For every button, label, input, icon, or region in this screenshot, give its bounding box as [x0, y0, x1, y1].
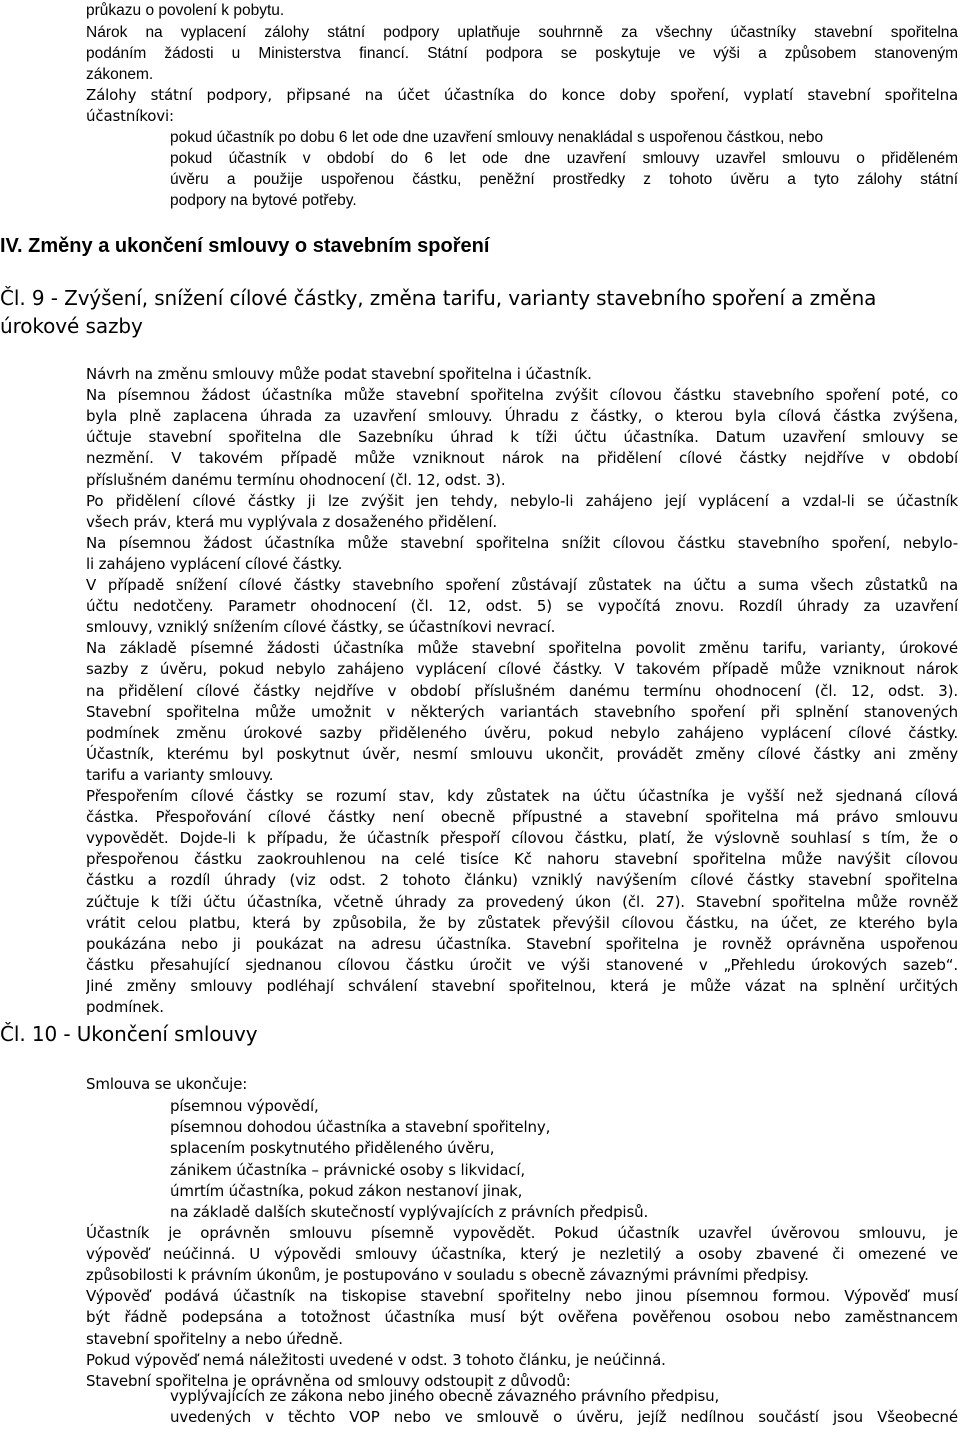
paragraph-line: Po přidělení cílové částky ji lze zvýšit jen tehdy, nebylo-li zahájeno její vyplácení a vzdal-li se účastník [86, 491, 958, 510]
list-item: vyplývajících ze zákona nebo jiného obecně závazného právního předpisu, [170, 1387, 720, 1405]
bullet-line: pokud účastník v období do 6 let ode dne uzavření smlouvy uzavřel smlouvu o přiděleném [170, 150, 958, 167]
article-title: úrokové sazby [0, 314, 143, 338]
paragraph-line: Stavební spořitelna může umožnit v některých variantách stavebního spoření při splnění stanovených [86, 702, 958, 721]
article-title: Čl. 9 - Zvýšení, snížení cílové částky, změna tarifu, varianty stavebního spoření a změna [0, 286, 877, 310]
list-item: úmrtím účastníka, pokud zákon nestanoví jinak, [170, 1181, 523, 1200]
article-title: Čl. 10 - Ukončení smlouvy [0, 1022, 258, 1046]
paragraph-line: podmínek. [86, 998, 164, 1016]
paragraph-line: poukázána nebo ji poukázat na adresu účastníka. Stavební spořitelna je rovněž oprávněna uspořenou [86, 934, 958, 953]
paragraph-line: účtuje stavební spořitelna dle Sazebníku úhrad k tíži účtu účastníka. Datum uzavření smlouvy se [86, 428, 958, 447]
paragraph-line: Nárok na vyplacení zálohy státní podpory uplatňuje souhrnně za všechny účastníky stavební spořitelna [86, 24, 958, 41]
list-item: splacením poskytnutého přiděleného úvěru, [170, 1139, 495, 1158]
paragraph-line: na přidělení cílové částky nejdříve v období příslušném danému termínu ohodnocení (čl. 12, odst. 3). [86, 681, 958, 700]
paragraph-line: Účastník, kterému byl poskytnut úvěr, nesmí smlouvu ukončit, provádět změny cílové částky ani změny [86, 744, 958, 763]
paragraph-line: Účastník je oprávněn smlouvu písemně vypovědět. Pokud účastník uzavřel úvěrovou smlouvu, je [86, 1224, 958, 1242]
list-item: uvedených v těchto VOP nebo ve smlouvě o úvěru, jejíž nedílnou součástí jsou Všeobecné [170, 1408, 958, 1427]
paragraph-line: výpověď neúčinná. U výpovědi smlouvy účastníka, který je nezletilý a osoby zbavené či omezené ve [86, 1245, 958, 1264]
paragraph-line: částku přesahující sjednanou cílovou částku úročit ve výši stanovené v „Přehledu úrokových sazeb“. [86, 955, 958, 974]
paragraph-line: částka. Přespořování cílové částky není obecně přípustné a stavební spořitelna má právo smlouvu [86, 808, 958, 827]
paragraph-line: podáním žádosti u Ministerstva financí. Státní podpora se poskytuje ve výši a způsobem stanoveným [86, 45, 958, 62]
paragraph-line: příslušném danému termínu ohodnocení (čl. 12, odst. 3). [86, 470, 506, 489]
paragraph-line: Přespořením cílové částky se rozumí stav, kdy zůstatek na účtu účastníka je vyšší než sjednaná cílová [86, 787, 958, 805]
paragraph-line: Výpověď podává účastník na tiskopise stavební spořitelny nebo jinou písemnou formou. Výpověď musí [86, 1287, 958, 1306]
paragraph-line: způsobilosti k právním úkonům, je postupováno v souladu s obecně závaznými právními předpisy. [86, 1266, 809, 1285]
paragraph-line: Stavební spořitelna je oprávněna od smlouvy odstoupit z důvodů: [86, 1371, 571, 1390]
paragraph-line: Na písemnou žádost účastníka může stavební spořitelna zvýšit cílovou částku stavebního spoření poté, co [86, 386, 958, 405]
paragraph-line: Na základě písemné žádosti účastníka může stavební spořitelna povolit změnu tarifu, varianty, úrokové [86, 639, 958, 658]
paragraph-line: vrátit celou platbu, která by způsobila, že by zůstatek převýšil cílovou částku, na účet, ze kterého byla [86, 913, 958, 932]
paragraph-line: účtu nedotčeny. Parametr ohodnocení (čl. 12, odst. 5) se vypočítá znovu. Rozdíl úhrady za uzavření [86, 597, 958, 616]
paragraph-line: podmínek změnu úrokové sazby přiděleného úvěru, pokud nebylo zahájeno vyplácení cílové částky. [86, 723, 958, 742]
paragraph-line: průkazu o povolení k pobytu. [86, 2, 285, 19]
section-title: IV. Změny a ukončení smlouvy o stavebním spoření [0, 235, 490, 257]
paragraph-line: Zálohy státní podpory, připsané na účet účastníka do konce doby spoření, vyplatí stavební spořitelna [86, 86, 958, 104]
paragraph-line: sazby z úvěru, pokud nebylo zahájeno vyplácení cílové částky. V takovém případě může vzniknout nárok [86, 660, 958, 679]
paragraph-line: Pokud výpověď nemá náležitosti uvedené v odst. 3 tohoto článku, je neúčinná. [86, 1350, 666, 1369]
paragraph-line: přespořenou částku zaokrouhlenou na celé tisíce Kč nahoru stavební spořitelna může navýšit cílovou [86, 850, 958, 869]
paragraph-line: všech práv, která mu vyplývala z dosaženého přidělení. [86, 512, 498, 531]
bullet-line: pokud účastník po dobu 6 let ode dne uzavření smlouvy nenakládal s uspořenou částkou, nebo [170, 129, 824, 146]
paragraph-line: byla plně zaplacena úhrada za uzavření smlouvy. Úhradu z částky, o kterou byla cílová částka zvýšena, [86, 407, 958, 426]
paragraph-line: vypovědět. Dojde-li k případu, že účastník přespoří cílovou částku, platí, že výslovně souhlasí s tím, že o [86, 829, 958, 848]
paragraph-line: částku a rozdíl úhrady (viz odst. 2 tohoto článku) vzniklý navýšením cílové částky stavební spořitelna [86, 871, 958, 890]
list-item: zánikem účastníka – právnické osoby s likvidací, [170, 1160, 525, 1179]
paragraph-line: li zahájeno vyplácení cílové částky. [86, 554, 343, 573]
paragraph-line: stavební spořitelny a nebo úředně. [86, 1329, 343, 1348]
bullet-line: úvěru a použije uspořenou částku, peněžní prostředky z tohoto úvěru a tyto zálohy státní [170, 171, 958, 188]
paragraph-line: Na písemnou žádost účastníka může stavební spořitelna snížit cílovou částku stavebního spoření, nebylo- [86, 533, 958, 552]
list-item: na základě dalších skutečností vyplývajících z právních předpisů. [170, 1203, 649, 1221]
list-item: písemnou dohodou účastníka a stavební spořitelny, [170, 1118, 551, 1137]
paragraph-line: účastníkovi: [86, 107, 174, 125]
bullet-line: podpory na bytové potřeby. [170, 192, 357, 209]
paragraph-line: zákonem. [86, 66, 154, 83]
paragraph-line: zúčtuje k tíži účtu účastníka, včetně úhrady za provedený úkon (čl. 27). Stavební spořitelna může rovněž [86, 892, 958, 911]
paragraph-line: Jiné změny smlouvy podléhají schválení stavební spořitelnou, která je může vázat na splnění určitých [86, 976, 958, 995]
list-item: písemnou výpovědí, [170, 1097, 319, 1115]
paragraph-line: V případě snížení cílové částky stavebního spoření zůstávají zůstatek na účtu a suma všech zůstatků na [86, 576, 958, 594]
paragraph-line: být řádně podepsána a totožnost účastníka musí být ověřena pověřenou osobou nebo zaměstnancem [86, 1308, 958, 1327]
list-intro: Smlouva se ukončuje: [86, 1075, 248, 1093]
paragraph-line: nezmění. V takovém případě může vzniknout nárok na přidělení cílové částky nejdříve v období [86, 449, 958, 468]
paragraph-line: Návrh na změnu smlouvy může podat stavební spořitelna i účastník. [86, 365, 592, 383]
paragraph-line: tarifu a varianty smlouvy. [86, 765, 274, 784]
paragraph-line: smlouvy, vzniklý snížením cílové částky, se účastníkovi nevrací. [86, 618, 556, 637]
